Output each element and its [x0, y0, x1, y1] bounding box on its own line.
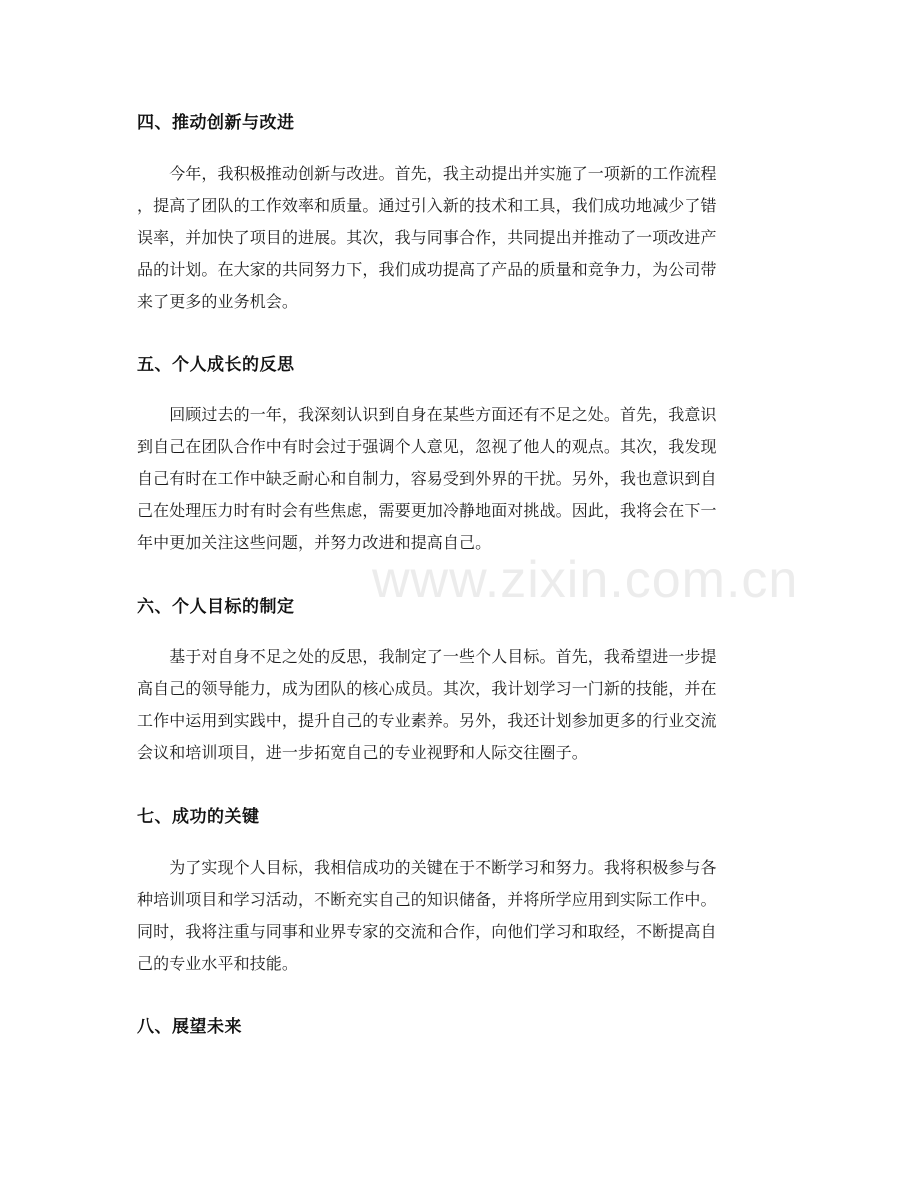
section-heading-6: 六、个人目标的制定 — [137, 597, 295, 617]
watermark: www.zixin.com.cn — [372, 551, 799, 609]
paragraph-line: 自己有时在工作中缺乏耐心和自制力，容易受到外界的干扰。另外，我也意识到自 — [137, 469, 717, 488]
section-heading-5: 五、个人成长的反思 — [137, 355, 295, 375]
paragraph-line: 为了实现个人目标，我相信成功的关键在于不断学习和努力。我将积极参与各 — [137, 858, 717, 877]
paragraph-line: 年中更加关注这些问题，并努力改进和提高自己。 — [137, 533, 492, 552]
section-paragraph-6 — [137, 641, 787, 769]
paragraph-line: 工作中运用到实践中，提升自己的专业素养。另外，我还计划参加更多的行业交流 — [137, 711, 717, 730]
paragraph-line: 来了更多的业务机会。 — [137, 292, 299, 311]
paragraph-line: 高自己的领导能力，成为团队的核心成员。其次，我计划学习一门新的技能，并在 — [137, 679, 717, 698]
paragraph-line: 种培训项目和学习活动，不断充实自己的知识储备，并将所学应用到实际工作中。 — [137, 890, 717, 909]
paragraph-line: 同时，我将注重与同事和业界专家的交流和合作，向他们学习和取经，不断提高自 — [137, 922, 717, 941]
paragraph-line: 会议和培训项目，进一步拓宽自己的专业视野和人际交往圈子。 — [137, 743, 588, 762]
paragraph-line: 己在处理压力时有时会有些焦虑，需要更加冷静地面对挑战。因此，我将会在下一 — [137, 501, 717, 520]
section-paragraph-4 — [137, 158, 787, 318]
section-paragraph-5 — [137, 399, 787, 559]
paragraph-line: ，提高了团队的工作效率和质量。通过引入新的技术和工具，我们成功地减少了错 — [137, 196, 717, 215]
section-paragraph-7 — [137, 852, 787, 980]
paragraph-line: 到自己在团队合作中有时会过于强调个人意见，忽视了他人的观点。其次，我发现 — [137, 437, 717, 456]
section-heading-8: 八、展望未来 — [137, 1017, 242, 1037]
paragraph-line: 品的计划。在大家的共同努力下，我们成功提高了产品的质量和竞争力，为公司带 — [137, 260, 717, 279]
section-heading-7: 七、成功的关键 — [137, 807, 260, 827]
section-heading-4: 四、推动创新与改进 — [137, 113, 295, 133]
paragraph-line: 基于对自身不足之处的反思，我制定了一些个人目标。首先，我希望进一步提 — [137, 647, 717, 666]
paragraph-line: 回顾过去的一年，我深刻认识到自身在某些方面还有不足之处。首先，我意识 — [137, 405, 717, 424]
paragraph-line: 误率，并加快了项目的进展。其次，我与同事合作，共同提出并推动了一项改进产 — [137, 228, 717, 247]
paragraph-line: 己的专业水平和技能。 — [137, 954, 299, 973]
paragraph-line: 今年，我积极推动创新与改进。首先，我主动提出并实施了一项新的工作流程 — [137, 164, 717, 183]
